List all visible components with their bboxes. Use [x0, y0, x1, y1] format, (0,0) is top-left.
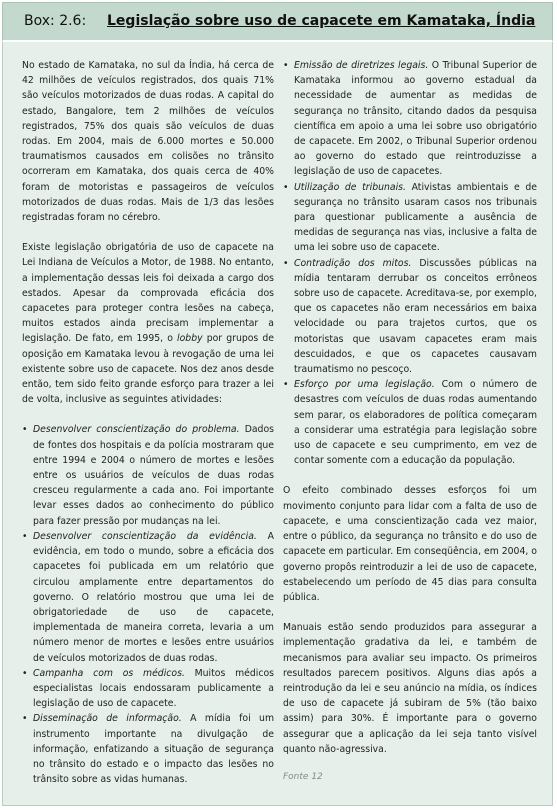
list-item-text: Com o número de desastres com veículos de duas rodas aumentando sem parar, os elaboradores de política começaram a considerar uma estratégia para legislação sobre uso de capacete e seu cumprimento, em vez de contar somente com a educação da população. [294, 379, 538, 467]
list-item-title: Utilização de tribunais. [294, 181, 406, 193]
activity-list [22, 422, 274, 787]
source-note: Fonte 12 [283, 772, 323, 782]
list-item-title: Emissão de diretrizes legais. [294, 60, 429, 71]
paragraph [22, 240, 274, 407]
list-item-text: Dados de fontes dos hospitais e da polícia mostraram que entre 1994 e 2004 o número de mortes e lesões entre os usuários de veículos de duas rodas cresceu regularmente a cada ano. Foi importante levar esses dados ao conhecimento do público para fazer pressão por mudanças na lei. [33, 424, 274, 527]
list-item-title: Contradição dos mitos. [294, 257, 412, 269]
bullet-icon: • [22, 424, 28, 436]
bullet-icon: • [22, 667, 28, 679]
paragraph-text: por grupos de oposição em Kamataka levou à revogação de uma lei existente sobre uso de capacete. Nos dez anos desde então, tem sido feito grande esforço para trazer a lei de volta, inclusive as seguintes atividades: [22, 333, 274, 406]
paragraph: No estado de Kamataka, no sul da Índia, há cerca de 42 milhões de veículos registrados, dos quais 71% são veículos motorizados de duas rodas. A capital do estado, Bangalore, tem 2 milhões de veículos registrados, 75% dos quais são veículos de duas rodas. Em 2004, mais de 6.000 mortes e 50.000 traumatismos causados em colisões no trânsito ocorreram em Kamataka, dos quais cerca de 40% foram de motoristas e passageiros de veículos motorizados de duas rodas. Mais de 1/3 das lesões registradas foram no cérebro. [22, 60, 274, 224]
paragraph-emphasis: lobby [177, 333, 203, 345]
activity-list [283, 58, 537, 468]
list-item [283, 180, 537, 256]
list-item-title: Disseminação de informação. [33, 713, 182, 725]
list-item [22, 666, 274, 712]
list-item-text: A evidência, em todo o mundo, sobre a eficácia dos capacetes foi publicada em um relatório que circulou amplamente entre departamentos do governo. O relatório mostrou que uma lei de obrigatoriedade de uso de capacete, implementada de maneira correta, levaria a um número menor de mortes e lesões entre usuários de veículos motorizados de duas rodas. [33, 530, 274, 664]
list-item-title: Campanha com os médicos. [33, 667, 185, 679]
list-item-text: O Tribunal Superior de Kamataka informou ao governo estadual da necessidade de aumentar as medidas de segurança no trânsito, citando dados da pesquisa científica em apoio a uma lei sobre uso obrigatório de capacete. Em 2002, o Tribunal Superior ordenou ao governo do estado que reintroduzisse a legislação de uso de capacetes. [294, 60, 537, 178]
paragraph-text: Existe legislação obrigatória de uso de capacete na Lei Indiana de Veículos a Motor, de 1988. No entanto, a implementação dessas leis foi deixada a cargo dos estados. Apesar da comprovada eficácia dos capacetes para proteger contra lesões na cabeça, muitos estados ainda precisam implementar a legislação. De fato, em 1995, o [22, 242, 274, 345]
list-item-text: A mídia foi um instrumento importante na divulgação de informação, enfatizando a situação de segurança no trânsito do estado e o impacto das lesões no trânsito sobre as vidas humanas. [33, 713, 274, 786]
list-item-text: Discussões públicas na mídia tentaram derrubar os conceitos errôneos sobre uso de capacete. Acreditava-se, por exemplo, que os capacetes não eram necessários em baixa velocidade ou para trajetos curtos, que os motoristas que usavam capacetes eram mais descuidados, e que os capacetes causavam traumatismo no pescoço. [294, 257, 537, 376]
bullet-icon: • [283, 60, 289, 71]
bullet-icon: • [283, 181, 289, 193]
right-column [283, 58, 537, 772]
list-item [283, 377, 537, 468]
list-item [22, 529, 274, 666]
list-item-title: Desenvolver conscientização do problema. [33, 424, 240, 436]
box-header [2, 2, 553, 42]
left-column [22, 58, 274, 787]
list-item [283, 256, 537, 378]
list-item-title: Desenvolver conscientização da evidência. [33, 530, 257, 542]
box-number: Box: 2.6: [24, 13, 87, 29]
bullet-icon: • [22, 713, 28, 725]
bullet-icon: • [283, 379, 289, 391]
bullet-icon: • [22, 530, 28, 542]
list-item-title: Esforço por uma legislação. [294, 379, 435, 391]
list-item [22, 711, 274, 787]
list-item [22, 422, 274, 528]
list-item [283, 58, 537, 180]
list-item-text: Muitos médicos especialistas locais endossaram publicamente a legislação de uso de capacete. [33, 667, 274, 710]
paragraph: Manuais estão sendo produzidos para assegurar a implementação gradativa da lei, e também de mecanismos para avaliar seu impacto. Os primeiros resultados parecem positivos. Alguns dias após a reintrodução da lei e seu anúncio na mídia, os índices de uso de capacete já subiram de 5% (tão baixo assim) para 30%. É importante para o governo assegurar que a aplicação da lei seja tanto visível quanto não-agressiva. [283, 622, 537, 755]
list-item-text: Ativistas ambientais e de segurança no trânsito usaram casos nos tribunais para questionar publicamente a ausência de medidas de segurança nas vias, inclusive a falta de uma lei sobre uso de capacete. [294, 181, 537, 254]
paragraph: O efeito combinado desses esforços foi um movimento conjunto para lidar com a falta de uso de capacete, e uma conscientização cada vez maior, entre o público, da segurança no trânsito e do uso de capacete em particular. Em conseqüência, em 2004, o governo propôs reintroduzir a lei de uso de capacete, estabelecendo um período de 45 dias para consulta pública. [283, 485, 537, 603]
bullet-icon: • [283, 257, 289, 269]
box-title: Legislação sobre uso de capacete em Kamataka, Índia [107, 13, 536, 29]
